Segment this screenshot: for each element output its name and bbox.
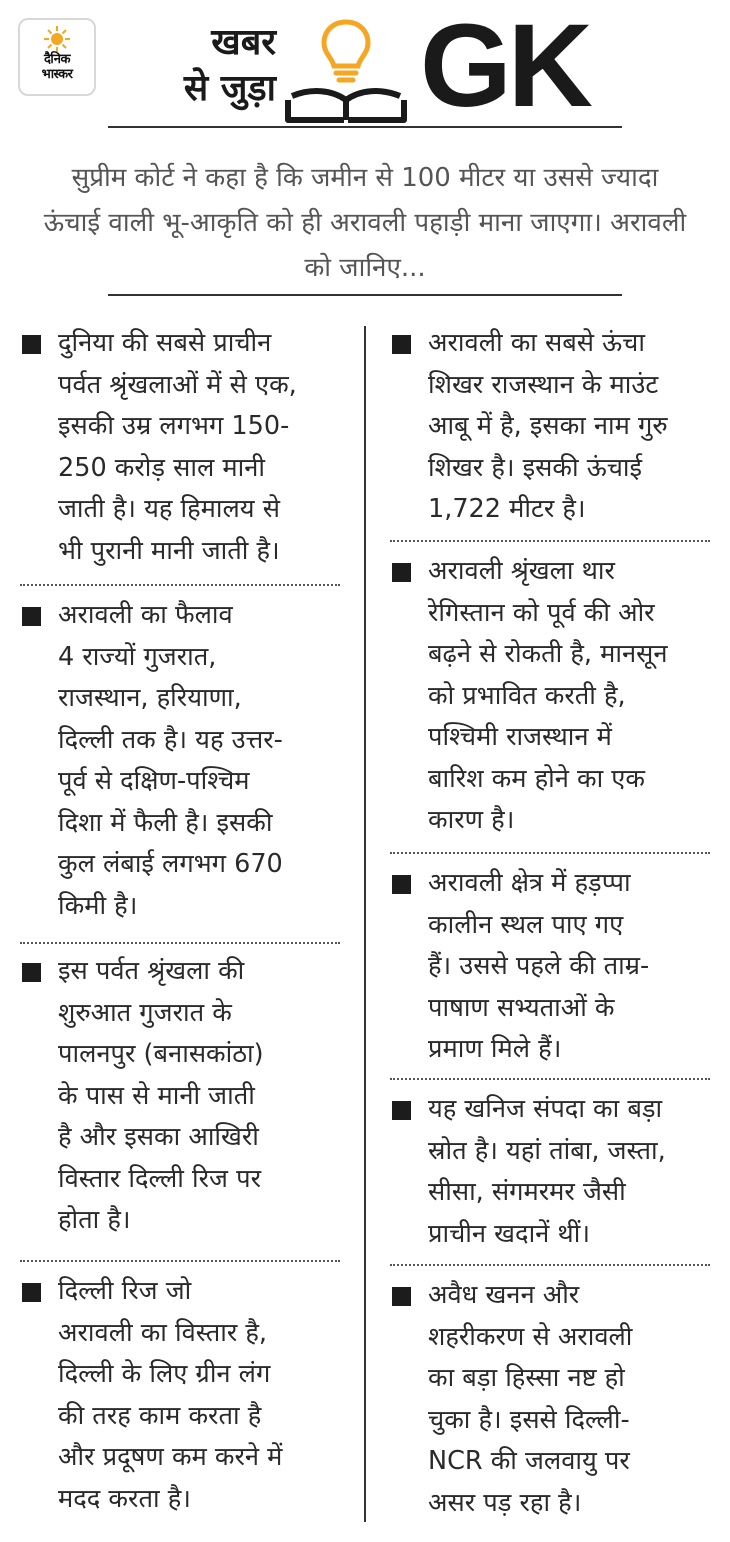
fact-text <box>58 1271 346 1520</box>
fact-text <box>428 323 716 531</box>
dainik-bhaskar-logo <box>18 18 96 96</box>
kicker-line-2: से जुड़ा <box>183 68 276 109</box>
header-rule <box>108 126 622 128</box>
fact-line: 4 राज्यों गुजरात, <box>58 641 217 672</box>
fact-line: पालनपुर (बनासकांठा) <box>58 1039 264 1069</box>
fact-line: हैं। उससे पहले की ताम्र- <box>428 951 650 981</box>
fact-line: यह खनिज संपदा का बड़ा <box>428 1094 663 1124</box>
fact-line: दिल्ली तक है। यह उत्तर- <box>58 724 283 755</box>
logo-line-2: भास्कर <box>41 67 73 82</box>
fact-line: पश्चिमी राजस्थान में <box>428 722 612 752</box>
fact-line: पाषाण सभ्यताओं के <box>428 992 615 1023</box>
fact-line: शिखर है। इसकी ऊंचाई <box>428 452 643 483</box>
logo-line-1: दैनिक <box>44 52 70 67</box>
fact-line: असर पड़ रहा है। <box>428 1487 582 1518</box>
fact-text <box>58 595 346 927</box>
fact-line: स्रोत है। यहां तांबा, जस्ता, <box>428 1135 666 1166</box>
fact-line: प्रमाण मिले हैं। <box>428 1034 562 1064</box>
sun-icon <box>44 26 70 52</box>
fact-line: बढ़ने से रोकती है, मानसून <box>428 639 668 669</box>
bullet-square-icon <box>392 1287 411 1306</box>
fact-line: चुका है। इससे दिल्ली- <box>428 1404 630 1435</box>
section-kicker <box>146 20 276 112</box>
bullet-square-icon <box>392 875 411 894</box>
fact-line: की तरह काम करता है <box>58 1400 262 1431</box>
fact-text <box>428 863 716 1071</box>
gk-title: GK <box>420 0 589 132</box>
fact-line: दुनिया की सबसे प्राचीन <box>58 328 272 358</box>
fact-line: रेगिस्तान को पूर्व की ओर <box>428 597 655 628</box>
kicker-line-1: खबर <box>211 22 276 63</box>
open-book-icon <box>288 91 404 120</box>
fact-line: और प्रदूषण कम करने में <box>58 1442 283 1472</box>
fact-line: शुरुआत गुजरात के <box>58 997 232 1028</box>
fact-line: अरावली का फैलाव <box>58 600 233 630</box>
fact-line: पर्वत श्रृंखलाओं में से एक, <box>58 369 297 400</box>
fact-line: अरावली श्रृंखला थार <box>428 556 615 586</box>
fact-text <box>58 951 346 1242</box>
bullet-square-icon <box>22 1283 41 1302</box>
fact-line: अरावली क्षेत्र में हड़प्पा <box>428 868 631 898</box>
fact-text <box>428 1089 716 1255</box>
fact-line: कालीन स्थल पाए गए <box>428 909 624 940</box>
dotted-separator <box>390 540 710 542</box>
fact-line: पूर्व से दक्षिण-पश्चिम <box>58 766 250 796</box>
dotted-separator <box>20 1260 340 1262</box>
intro-text: सुप्रीम कोर्ट ने कहा है कि जमीन से 100 मीटर या उससे ज्यादा ऊंचाई वाली भू-आकृति को ही अरावली पहाड़ी माना जाएगा। अरावली को जानिए... <box>43 163 687 283</box>
lightbulb-icon <box>324 22 368 80</box>
fact-line: 1,722 मीटर है। <box>428 494 586 524</box>
fact-line: NCR की जलवायु पर <box>428 1446 630 1476</box>
fact-line: अरावली का विस्तार है, <box>58 1317 268 1348</box>
fact-line: बारिश कम होने का एक <box>428 763 645 794</box>
fact-line: को प्रभावित करती है, <box>428 680 626 711</box>
bullet-square-icon <box>22 607 41 626</box>
fact-line: शिखर राजस्थान के माउंट <box>428 369 659 400</box>
bullet-square-icon <box>392 335 411 354</box>
fact-line: के पास से मानी जाती <box>58 1080 255 1111</box>
fact-line: सीसा, संगमरमर जैसी <box>428 1177 626 1207</box>
bullet-square-icon <box>392 563 411 582</box>
fact-line: जाती है। यह हिमालय से <box>58 494 280 524</box>
fact-line: दिल्ली के लिए ग्रीन लंग <box>58 1359 271 1389</box>
fact-line: प्राचीन खदानें थीं। <box>428 1218 590 1249</box>
bullet-square-icon <box>22 335 41 354</box>
fact-line: है और इसका आखिरी <box>58 1122 259 1152</box>
column-divider <box>364 326 366 1522</box>
dotted-separator <box>390 852 710 854</box>
fact-line: कारण है। <box>428 805 515 835</box>
fact-line: मदद करता है। <box>58 1483 191 1514</box>
bulb-book-graphic <box>284 16 408 128</box>
fact-line: राजस्थान, हरियाणा, <box>58 683 242 713</box>
dotted-separator <box>20 584 340 586</box>
fact-line: दिशा में फैली है। इसकी <box>58 807 273 838</box>
fact-text <box>428 551 716 842</box>
fact-text <box>58 323 346 572</box>
fact-line: अरावली का सबसे ऊंचा <box>428 328 645 358</box>
bullet-square-icon <box>392 1101 411 1120</box>
fact-line: किमी है। <box>58 890 138 921</box>
fact-text <box>428 1275 716 1524</box>
fact-line: इस पर्वत श्रृंखला की <box>58 956 245 986</box>
fact-line: शहरीकरण से अरावली <box>428 1321 633 1352</box>
dotted-separator <box>390 1264 710 1266</box>
fact-line: इसकी उम्र लगभग 150- <box>58 411 290 441</box>
dotted-separator <box>20 942 340 944</box>
fact-line: अवैध खनन और <box>428 1280 580 1310</box>
fact-line: कुल लंबाई लगभग 670 <box>58 849 283 879</box>
dotted-separator <box>390 1078 710 1080</box>
fact-line: आबू में है, इसका नाम गुरु <box>428 411 668 441</box>
intro-rule <box>108 294 622 296</box>
fact-line: 250 करोड़ साल मानी <box>58 452 265 483</box>
bullet-square-icon <box>22 963 41 982</box>
fact-line: विस्तार दिल्ली रिज पर <box>58 1163 261 1194</box>
fact-line: भी पुरानी मानी जाती है। <box>58 535 280 566</box>
fact-line: दिल्ली रिज जो <box>58 1276 192 1306</box>
fact-line: का बड़ा हिस्सा नष्ट हो <box>428 1363 625 1393</box>
fact-line: होता है। <box>58 1205 131 1235</box>
